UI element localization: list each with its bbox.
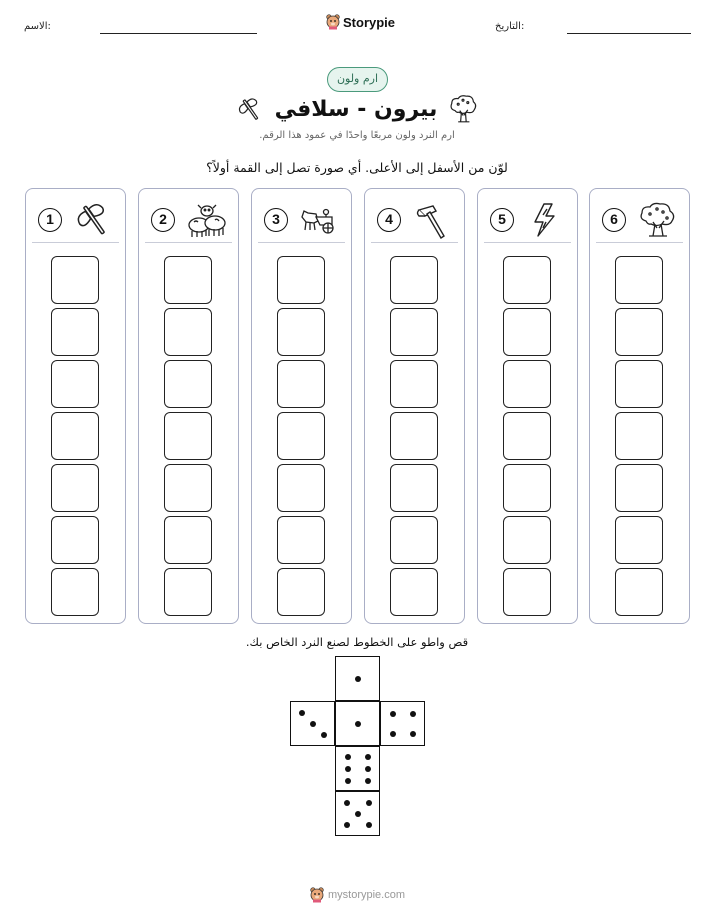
- color-square[interactable]: [503, 568, 551, 616]
- pip: [410, 711, 416, 717]
- color-square[interactable]: [277, 360, 325, 408]
- pip: [390, 731, 396, 737]
- color-square[interactable]: [503, 516, 551, 564]
- column-header: [258, 197, 345, 243]
- column-3: [251, 188, 352, 624]
- oak-tree-icon: [636, 201, 680, 239]
- color-square[interactable]: [390, 256, 438, 304]
- axe-icon: [235, 94, 265, 124]
- color-square[interactable]: [277, 464, 325, 512]
- name-line[interactable]: [100, 33, 257, 34]
- color-square[interactable]: [51, 516, 99, 564]
- pip: [365, 766, 371, 772]
- pip: [321, 732, 327, 738]
- color-square[interactable]: [164, 308, 212, 356]
- column-header: [484, 197, 571, 243]
- title-row: [0, 92, 714, 126]
- color-square[interactable]: [503, 256, 551, 304]
- color-square[interactable]: [277, 568, 325, 616]
- dice-face-1-center: [335, 701, 380, 746]
- activity-badge: ارم ولون: [327, 67, 388, 92]
- column-2: [138, 188, 239, 624]
- pip: [345, 766, 351, 772]
- color-square[interactable]: [615, 464, 663, 512]
- storypie-bear-icon: [310, 887, 324, 903]
- pip: [355, 811, 361, 817]
- pip: [344, 800, 350, 806]
- instruction: لوّن من الأسفل إلى الأعلى. أي صورة تصل إلى القمة أولاً؟: [206, 160, 508, 175]
- oak-tree-icon: [447, 93, 479, 125]
- pip: [344, 822, 350, 828]
- color-square[interactable]: [503, 308, 551, 356]
- column-number: 4: [377, 208, 401, 232]
- color-square[interactable]: [51, 256, 99, 304]
- pip: [365, 754, 371, 760]
- axe-icon: [72, 201, 116, 239]
- color-square[interactable]: [503, 360, 551, 408]
- pip: [366, 822, 372, 828]
- pip: [299, 710, 305, 716]
- hammer-icon: [411, 201, 455, 239]
- color-square[interactable]: [51, 568, 99, 616]
- color-square[interactable]: [390, 308, 438, 356]
- color-square[interactable]: [51, 360, 99, 408]
- color-square[interactable]: [164, 516, 212, 564]
- color-square[interactable]: [51, 464, 99, 512]
- brand-name: Storypie: [343, 14, 396, 30]
- color-square[interactable]: [615, 516, 663, 564]
- dice-face-4: [380, 701, 425, 746]
- cut-instruction: قص واطو على الخطوط لصنع النرد الخاص بك.: [245, 635, 469, 649]
- column-header: [32, 197, 119, 243]
- column-number: 1: [38, 208, 62, 232]
- name-label: الاسم:: [24, 21, 51, 32]
- color-square[interactable]: [615, 360, 663, 408]
- color-square[interactable]: [164, 256, 212, 304]
- color-square[interactable]: [51, 412, 99, 460]
- pip: [355, 676, 361, 682]
- color-square[interactable]: [390, 516, 438, 564]
- dice-face-3: [290, 701, 335, 746]
- lightning-icon: [524, 201, 568, 239]
- dice-face-1: [335, 656, 380, 701]
- column-1: [25, 188, 126, 624]
- color-square[interactable]: [164, 360, 212, 408]
- brand-logo: [326, 14, 395, 30]
- color-square[interactable]: [615, 308, 663, 356]
- color-square[interactable]: [503, 464, 551, 512]
- storypie-bear-icon: [326, 14, 340, 30]
- cattle-icon: [185, 201, 229, 239]
- column-header: [596, 197, 683, 243]
- color-square[interactable]: [51, 308, 99, 356]
- column-5: [477, 188, 578, 624]
- color-square[interactable]: [390, 360, 438, 408]
- pip: [390, 711, 396, 717]
- color-square[interactable]: [277, 516, 325, 564]
- subtitle: ارم النرد ولون مربعًا واحدًا في عمود هذا الرقم.: [259, 130, 455, 141]
- color-square[interactable]: [277, 412, 325, 460]
- color-square[interactable]: [164, 412, 212, 460]
- color-square[interactable]: [277, 308, 325, 356]
- column-header: [371, 197, 458, 243]
- color-square[interactable]: [164, 568, 212, 616]
- pip: [365, 778, 371, 784]
- pip: [345, 778, 351, 784]
- pip: [366, 800, 372, 806]
- color-square[interactable]: [390, 568, 438, 616]
- column-header: [145, 197, 232, 243]
- column-number: 6: [602, 208, 626, 232]
- color-square[interactable]: [390, 464, 438, 512]
- dice-face-6: [335, 746, 380, 791]
- color-square[interactable]: [615, 412, 663, 460]
- horse-cart-icon: [298, 201, 342, 239]
- column-number: 2: [151, 208, 175, 232]
- footer: [310, 887, 405, 903]
- column-number: 3: [264, 208, 288, 232]
- color-square[interactable]: [503, 412, 551, 460]
- color-square[interactable]: [390, 412, 438, 460]
- pip: [345, 754, 351, 760]
- color-square[interactable]: [164, 464, 212, 512]
- dice-face-5: [335, 791, 380, 836]
- column-number: 5: [490, 208, 514, 232]
- pip: [410, 731, 416, 737]
- pip: [310, 721, 316, 727]
- column-6: [589, 188, 690, 624]
- pip: [355, 721, 361, 727]
- color-square[interactable]: [615, 568, 663, 616]
- date-label: التاريخ:: [495, 21, 525, 32]
- color-square[interactable]: [277, 256, 325, 304]
- date-line[interactable]: [567, 33, 691, 34]
- column-4: [364, 188, 465, 624]
- footer-url[interactable]: mystorypie.com: [328, 889, 406, 901]
- color-square[interactable]: [615, 256, 663, 304]
- page-title: بيرون - سلافي: [274, 96, 438, 122]
